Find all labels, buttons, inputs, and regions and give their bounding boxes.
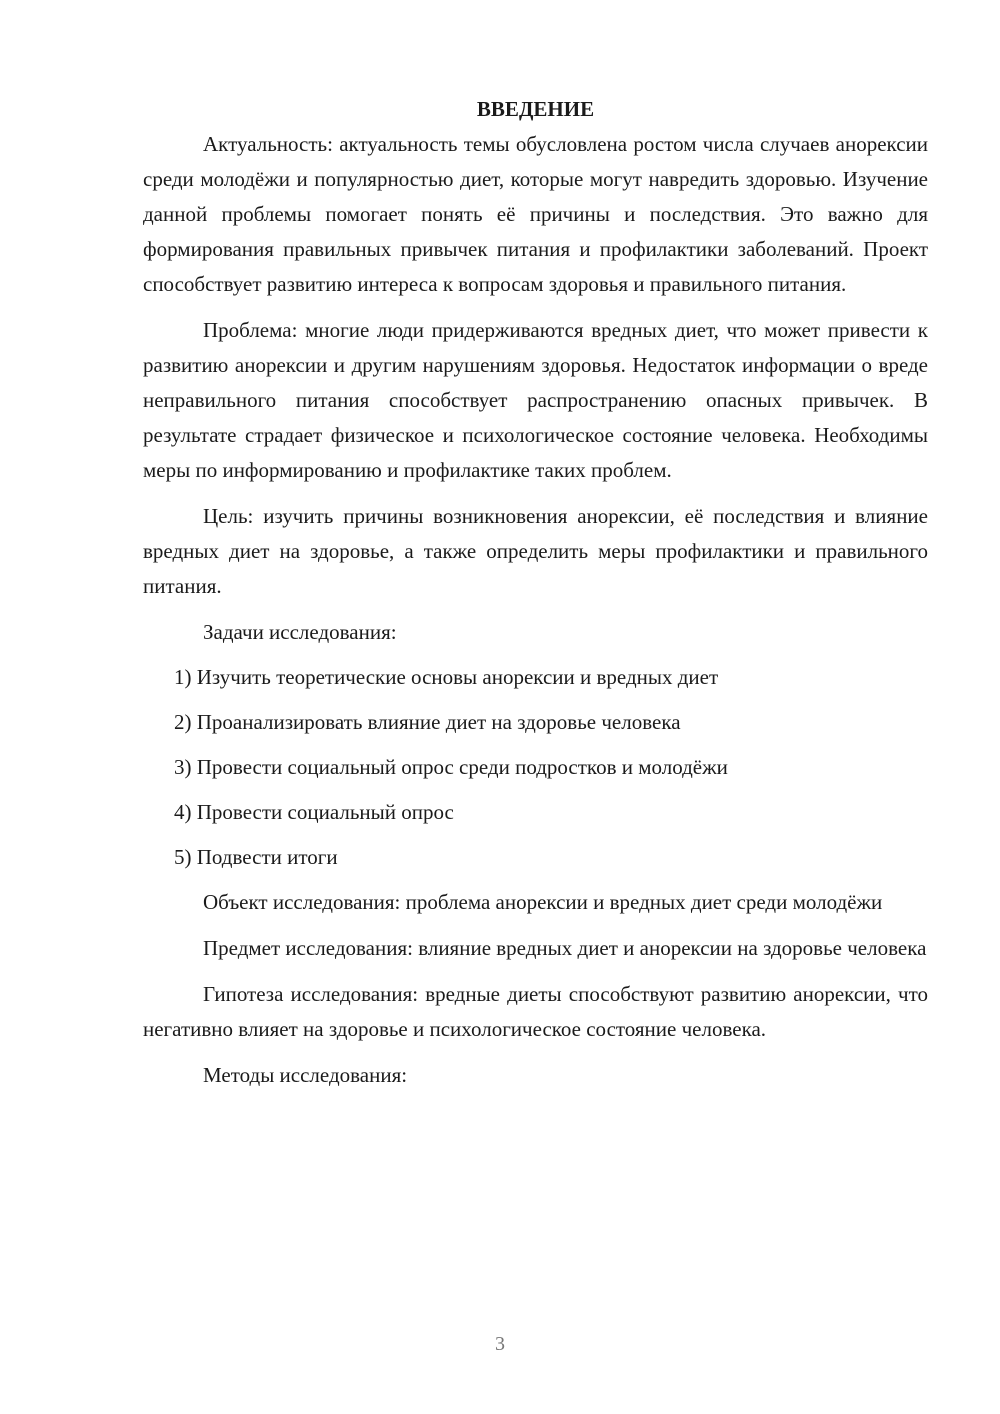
paragraph-methods: Методы исследования: [203,1063,408,1087]
list-item: 1) Изучить теоретические основы анорексии и вредных диет [174,665,719,689]
list-item: 3) Провести социальный опрос среди подростков и молодёжи [174,755,728,779]
paragraph-subject: Предмет исследования: влияние вредных диет и анорексии на здоровье человека [203,936,927,960]
list-item: 5) Подвести итоги [174,845,338,869]
paragraph-relevance: Актуальность: актуальность темы обусловлена ростом числа случаев анорексии среди молодёжи и популярностью диет, которые могут навредить здоровью. Изучение данной проблемы помогает понять её причины и последствия. Это важно для формирования правильных привычек питания и профилактики заболеваний. Проект способствует развитию интереса к вопросам здоровья и правильного питания. [143,132,928,296]
list-item: 4) Провести социальный опрос [174,800,454,824]
tasks-list [143,660,928,875]
document-page [143,92,928,1103]
paragraph-hypothesis: Гипотеза исследования: вредные диеты способствуют развитию анорексии, что негативно влияет на здоровье и психологическое состояние человека. [143,982,928,1041]
paragraph-goal: Цель: изучить причины возникновения анорексии, её последствия и влияние вредных диет на здоровье, а также определить меры профилактики и правильного питания. [143,504,928,598]
list-item: 2) Проанализировать влияние диет на здоровье человека [174,710,681,734]
paragraph-object: Объект исследования: проблема анорексии и вредных диет среди молодёжи [203,890,883,914]
page-number: 3 [495,1333,505,1355]
paragraph-problem: Проблема: многие люди придерживаются вредных диет, что может привести к развитию анорексии и другим нарушениям здоровья. Недостаток информации о вреде неправильного питания способствует распространению опасных привычек. В результате страдает физическое и психологическое состояние человека. Необходимы меры по информированию и профилактике таких проблем. [143,318,928,482]
paragraph-tasks-heading: Задачи исследования: [203,620,397,644]
section-title: ВВЕДЕНИЕ [476,97,595,121]
